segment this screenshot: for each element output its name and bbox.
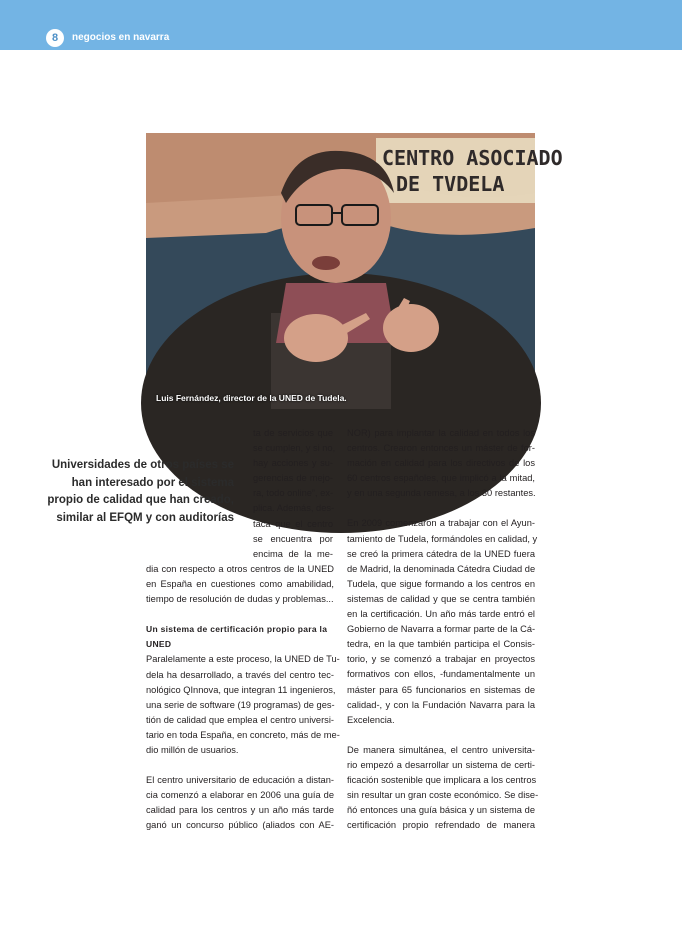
text-line: en la certificación. Un año más tarde entró el bbox=[347, 609, 535, 620]
text-line: ta de servicios que bbox=[253, 428, 333, 438]
text-line: tiempo de resolución de dudas y problemas... bbox=[146, 594, 334, 605]
text-line: ganó un concurso público (aliados con AE- bbox=[146, 820, 334, 831]
banner-line-2: DE TVDELA bbox=[396, 172, 505, 196]
text-line: ficación sostenible que implicara a los centros bbox=[347, 774, 537, 785]
text-line: formativos con ellos, -fundamentalmente un bbox=[347, 669, 535, 680]
text-line: centros. Crearon entonces un máster de for- bbox=[347, 443, 535, 454]
pull-quote-line: Universidades de otros países se bbox=[51, 459, 234, 471]
text-line: plica. Además, des- bbox=[253, 503, 335, 514]
subheading: UNED bbox=[146, 639, 172, 650]
text-line: una serie de software (19 programas) de ges- bbox=[146, 699, 335, 710]
text-line: torio, y se comenzó a trabajar en proyectos bbox=[347, 654, 535, 665]
pull-quote bbox=[40, 457, 234, 527]
portrait-photo bbox=[146, 133, 563, 409]
text-line: calidad-, y con la Fundación Navarra para la bbox=[347, 699, 535, 710]
subheading: Un sistema de certificación propio para la bbox=[146, 624, 328, 635]
page-number: 8 bbox=[46, 29, 64, 47]
photo-caption: Luis Fernández, director de la UNED de Tudela. bbox=[156, 393, 347, 403]
column-1 bbox=[146, 562, 340, 834]
text-line: cia comenzó a elaborar en 2006 una guía de bbox=[146, 790, 334, 801]
text-line: NOR) para implantar la calidad en todos los bbox=[347, 428, 535, 438]
text-line: en España en cuestiones como amabilidad, bbox=[146, 579, 334, 590]
text-line: rio empezó a desarrollar un sistema de certi- bbox=[347, 759, 535, 770]
text-line: se cumplen, y si no, bbox=[253, 443, 336, 454]
pull-quote-line: propio de calidad que han creado, bbox=[47, 494, 234, 506]
text-line: calidad para los centros y un año más tarde bbox=[146, 805, 334, 816]
text-line: sistemas de calidad y que se centra también bbox=[347, 593, 535, 604]
text-line: gerencias de mejo- bbox=[253, 473, 333, 484]
text-line: En 2009 comenzaron a trabajar con el Ayun- bbox=[347, 518, 535, 529]
text-line: nológico QInnova, que integran 11 ingenieros, bbox=[146, 684, 336, 695]
text-line: Gobierno de Navarra a formar parte de la Cá- bbox=[347, 624, 536, 635]
text-line: dio millón de usuarios. bbox=[146, 745, 239, 756]
text-line: de Madrid, la denominada Cátedra Ciudad de bbox=[347, 563, 536, 574]
text-line: encima de la me- bbox=[253, 548, 333, 559]
text-line: tión de calidad que emplea el centro universi- bbox=[146, 714, 334, 725]
text-line: y en una segunda remesa, a los 30 restantes. bbox=[347, 488, 536, 499]
text-line: tario en toda España, en concreto, más de me- bbox=[146, 729, 340, 740]
text-line: máster para 65 funcionarios en sistemas de bbox=[347, 684, 535, 695]
text-line: De manera simultánea, el centro universita- bbox=[347, 744, 535, 755]
column-2 bbox=[347, 426, 539, 833]
text-line: se creó la primera cátedra de la UNED fuera bbox=[347, 548, 535, 559]
header-bar bbox=[0, 0, 682, 50]
text-line: 60 centros españoles, que implicó a la mitad, bbox=[347, 473, 535, 484]
pull-quote-line: similar al EFQM y con auditorías bbox=[56, 511, 234, 524]
text-line: tamiento de Tudela, formándoles en calidad, y bbox=[347, 533, 538, 544]
text-line: dia con respecto a otros centros de la UNED bbox=[146, 564, 334, 574]
text-line: Excelencia. bbox=[347, 714, 395, 725]
text-line: Tudela, que sigue formando a los centros en bbox=[347, 578, 535, 589]
section-title: negocios en navarra bbox=[72, 32, 170, 43]
text-line: tedra, en la que también participa el Consis- bbox=[347, 639, 535, 650]
text-line: ñó entonces una guía básica y un sistema de bbox=[347, 805, 535, 816]
text-line: El centro universitario de educación a distan- bbox=[146, 775, 334, 786]
text-line: sin resultar un gran coste económico. Se dise- bbox=[347, 790, 539, 801]
text-line: se encuentra por bbox=[253, 533, 333, 544]
text-line: certificación propio refrendado de manera bbox=[347, 820, 535, 831]
text-line: hay acciones y su- bbox=[253, 458, 333, 469]
text-line: mación en calidad para los directivos de los bbox=[347, 458, 535, 469]
text-line: dela ha desarrollado, a través del centro tec- bbox=[146, 669, 334, 680]
banner-line-1: CENTRO ASOCIADO bbox=[382, 146, 563, 170]
text-line: ra, todo online”, ex- bbox=[253, 488, 334, 499]
text-line: taca que el centro bbox=[253, 518, 333, 529]
pull-quote-line: han interesado por el sistema bbox=[71, 476, 234, 489]
column-1-top bbox=[253, 426, 336, 562]
text-line: Paralelamente a este proceso, la UNED de Tu- bbox=[146, 654, 340, 665]
